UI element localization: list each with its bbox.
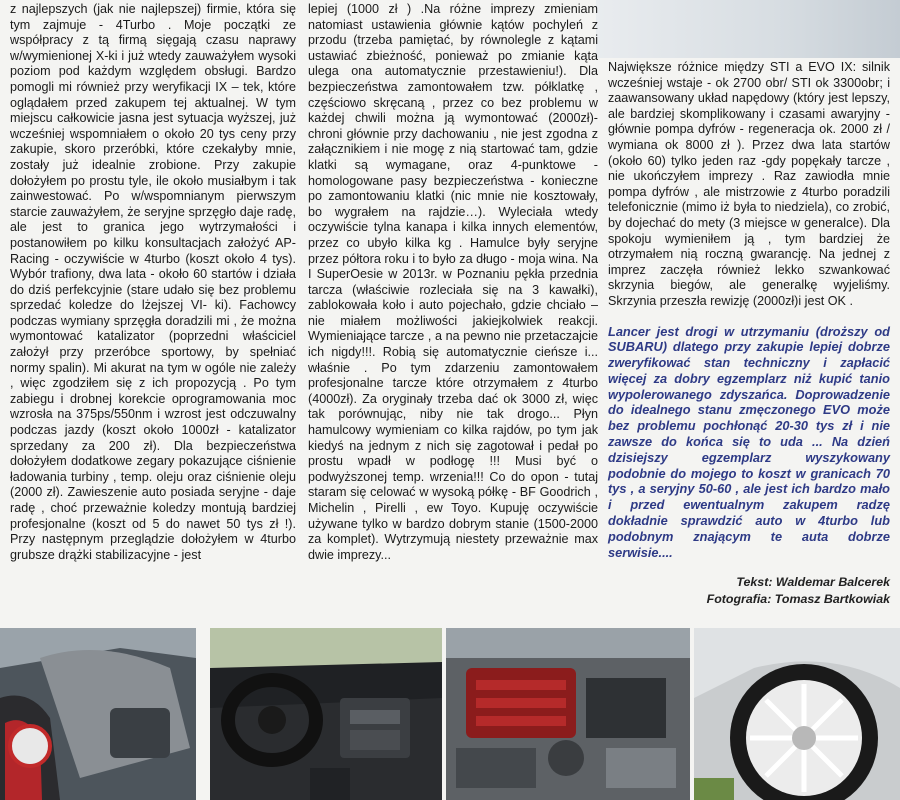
credits	[608, 574, 890, 608]
column-3-text: Największe różnice między STI a EVO IX: silnik wcześniej wstaje - ok 2700 obr/ STI ok 3300obr; i zaawansowany układ napędowy (który jest lepszy, ale bardziej skomplikowany i czasami awaryjny - głównie pompa dyfrów - regeneracja ok. 2000 zł / wymiana ok 8000 zł ). Przez dwa lata startów (około 60) tylko jeden raz -gdy popękały tarcze , nie ukończyłem imprezy . Raz zawiodła mnie pompa dyfrów , ale mistrzowie z 4turbo poradzili telefonicznie (mimo iż była to niedziela), co zrobić, by dojechać do mety (3 miejsce w generalce). Dla spokoju wymieniłem ją , tym bardziej że otrzymałem nią roczną gwarancję. Na jednej z imprez zaczęła również lekko szwankować skrzynia biegów, ale generalkę wyjeliśmy. Skrzynia przeszła rewizję (2000zł)i jest OK .	[608, 60, 890, 308]
engine-bay-photo	[446, 628, 690, 800]
article-column-3	[608, 60, 890, 608]
header-photo-strip	[596, 0, 900, 58]
credit-text-author: Tekst: Waldemar Balcerek	[736, 575, 890, 590]
interior-seats-photo	[0, 628, 196, 800]
white-wheel-photo	[694, 628, 900, 800]
credit-photo-author: Fotografia: Tomasz Bartkowiak	[706, 592, 890, 607]
summary-lead: Lancer jest drogi w utrzymaniu (droższy od SUBARU) dlatego przy zakupie lepiej dobrze zweryfikować stan techniczny i zapłacić więcej za dobry egzemplarz niż kupić tanio wypolerowanego zdyszańca. Doprowadzenie do idealnego stanu zmęczonego EVO może bez problemu pochłonąć 20-30 tys zł i nie zawsze do końca się to uda ... Na dzień dzisiejszy egzemplarz wyszykowany podobnie do mojego to koszt w granicach 70 tys , a seryjny 50-60 , ale jest ich bardzo mało i przed ewentualnym zakupem radzę dokładnie sprawdzić auto w 4turbo lub podobnym znającym te auta dobrze serwisie....	[608, 323, 890, 560]
photo-strip	[0, 628, 900, 800]
article-column-1	[10, 2, 296, 563]
article-column-2	[308, 2, 598, 563]
steering-wheel-dashboard-photo	[210, 628, 442, 800]
column-1-text: z najlepszych (jak nie najlepszej) firmie, która się tym zajmuje - 4Turbo . Moje początki ze współpracy z tą firmą sięgają czasu naprawy w/wymienionej X-ki i już wtedy zauważyłem wysoki poziom pod każdym względem obsługi. Bardzo pomogli mi również przy weryfikacji IX – tek, które oglądałem przed zakupem tej aktualnej. W tym miejscu całkowicie jasna jest sytuacja wyższej, już wcześniej wspomniałem o około 20 tys ceny przy zakupie, skoro przeróbki, które czekałyby mnie, zostały już idealnie zrobione. Przy zakupie dołożyłem po prostu tyle, ile około musiałbym i tak zainwestować. Po w/wspomnianym pierwszym starcie zauważyłem, że seryjne sprzęgło daje radę, ale jest to granica jego wytrzymałości i postanowiłem po kilku konsultacjach założyć AP-Racing - oczywiście w 4turbo (koszt około 4 tys). Wybór trafiony, dwa lata - około 60 startów i działa do dziś perfekcyjnie (stare udało się bez problemu sprzedać koledze do lżejszej VI- ki). Fachowcy podczas wymiany sprzęgła doradzili mi , że można wymontować katalizator (poprzedni właściciel założył przy przeróbce sportowy, by spełniać normy spalin). Mi akurat na tym w ogóle nie zależy , więc zgodziłem się z ich propozycją . Po tym zabiegu i drobnej korekcie oprogramowania moc wzrosła na 375ps/550nm i wzrost jest odczuwalny podczas jazdy (koszt około 1000zł - katalizator sprzedany za 200 zł). Dla bezpieczeństwa dołożyłem dodatkowe zegary pokazujące ciśnienie ładowania turbiny , temp. oleju oraz ciśnienie oleju (2000 zł). Zawieszenie auto posiada seryjne - daje radę , choć przeważnie koledzy montują bardziej profesjonalne (koszt od 5 do nawet 50 tys zł !). Przy następnym przeglądzie dołożyłem w 4turbo grubsze drążki stabilizacyjne - jest	[10, 2, 296, 562]
column-2-text: lepiej (1000 zł ) .Na różne imprezy zmieniam natomiast ustawienia głównie kątów pochyleń z przodu (trzeba pamiętać, by równolegle z kątami ustawiać zbieżność, ponieważ po zmianie kąta ulega ona automatycznie przestawieniu!). Dla bezpieczeństwa zamontowałem tzw. półklatkę , częściowo skręcaną , przez co bez problemu w każdej chwili można ją wymontować (2000zł)- chroni głównie przy dachowaniu , nie jest zgodna z załącznikiem i nie mogę z nią startować tam, gdzie klatki są wymagane, oraz 4-punktowe - homologowane pasy bezpieczeństwa - konieczne po zamontowaniu klatki (nic mnie nie kosztowały, bo wygrałem na rajdzie…). Wyleciała wtedy oczywiście tylna kanapa i kilka innych elementów, przez co ubyło kilka kg . Hamulce były seryjne przez półtora roku i to było za długo - moja wina. Na I SuperOesie w 2013r. w Poznaniu pękła przednia tarcza (właściwie rozleciała się na 3 kawałki), zablokowała koło i auto pojechało, gdzie chciało – nie miałem możliwości jakiejkolwiek reakcji. Wymieniające tarcze , a na pewno nie przetaczajcie ich nigdy!!!. Robią się automatycznie cieńsze i... właśnie . Po tym zdarzeniu zamontowałem profesjonalne tarcze które otrzymałem z 4turbo (4000zł). Za oryginały trzeba dać ok 3000 zł, więc tak porównując, niby nie tak drogo... Płyn hamulcowy wymieniam co kilka rajdów, po tym jak kiedyś na jednym z nich się zagotował i pedał po prostu wpadł w podłogę !!! Musi być o podwyższonej temp. wrzenia!!! Co do opon - tutaj staram się celować w wysoką półkę - BF Goodrich , Michelin , Pirelli , ew Toyo. Kupuję oczywiście używane tylko w bardzo dobrym stanie (1500-2000 za komplet). Wytrzymują niestety przeważnie max dwie imprezy...	[308, 2, 598, 562]
